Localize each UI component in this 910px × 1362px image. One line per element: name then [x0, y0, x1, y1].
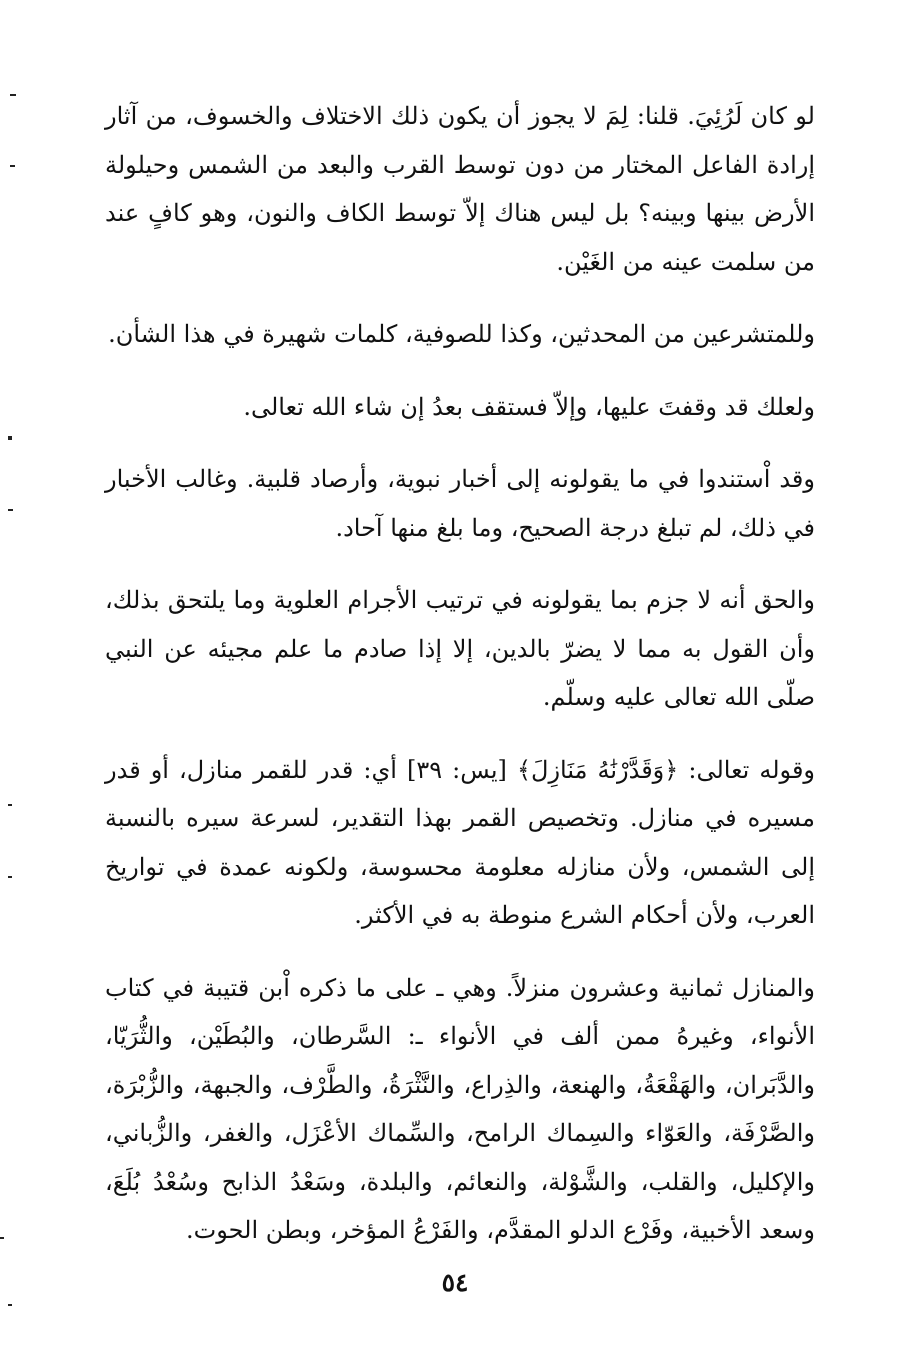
paragraph: ولعلك قد وقفتَ عليها، وإلاّ فستقف بعدُ إن شاء الله تعالى. — [243, 392, 815, 421]
paragraph: والحق أنه لا جزم بما يقولونه في ترتيب الأجرام العلوية وما يلتحق بذلك، وأن القول به مما لا يضرّ بالدين، إلا إذا صادم ما علم مجيئه عن النبي صلّى الله تعالى عليه وسلّم. — [105, 586, 815, 711]
paragraph: وللمتشرعين من المحدثين، وكذا للصوفية، كلمات شهيرة في هذا الشأن. — [108, 320, 815, 348]
scan-mark — [8, 804, 12, 806]
scan-mark — [10, 165, 15, 167]
scan-mark — [10, 94, 16, 96]
scan-mark — [8, 876, 12, 878]
paragraph: لو كان لَرُئِيَ. قلنا: لِمَ لا يجوز أن يكون ذلك الاختلاف والخسوف، من آثار إرادة الفاعل المختار من دون توسط القرب والبعد من الشمس وحيلولة الأرض بينها وبينه؟ بل ليس هناك إلاّ توسط الكاف والنون، وهو كافٍ عند من سلمت عينه من الغَيْن. — [105, 102, 815, 276]
scan-mark — [0, 1237, 4, 1239]
scan-mark — [8, 1304, 12, 1306]
paragraph: وقد اْستندوا في ما يقولونه إلى أخبار نبوية، وأرصاد قلبية. وغالب الأخبار في ذلك، لم تبلغ درجة الصحيح، وما بلغ منها آحاد. — [105, 465, 815, 542]
page-number: ٥٤ — [441, 1268, 469, 1297]
paragraph: والمنازل ثمانية وعشرون منزلاً. وهي ـ على ما ذكره اْبن قتيبة في كتاب الأنواء، وغيرهُ ممن ألف في الأنواء ـ: السَّرطان، والبُطَيْن، والثُّرَيّا، والدَّبَران، والهَقْعَةُ، والهنعة، والذِراع، والنَّثْرَةُ، والطَّرْف، والجبهة، والزُّبْرَة، والصَّرْفَة، والعَوّاء والسِماك الرامح، والسِّماك الأعْزَل، والغفر، والزُّباني، والإكليل، والقلب، والشَّوْلة، والنعائم، والبلدة، وسَعْدُ الذابح وسُعْدُ بُلَعَ، وسعد الأخبية، وفَرْع الدلو المقدَّم، والفَرْعُ المؤخر، وبطن الحوت. — [105, 973, 816, 1244]
page-body — [105, 92, 815, 1279]
paragraph: وقوله تعالى: ﴿وَقَدَّرْنَٰهُ مَنَازِلَ﴾ [يس: ٣٩] أي: قدر للقمر منازل، أو قدر مسيره في منازل. وتخصيص القمر بهذا التقدير، لسرعة سيره بالنسبة إلى الشمس، ولأن منازله معلومة محسوسة، ولكونه عمدة في تواريخ العرب، ولأن أحكام الشرع منوطة به في الأكثر. — [105, 755, 816, 929]
scan-mark — [8, 509, 13, 511]
scan-mark — [8, 436, 12, 440]
